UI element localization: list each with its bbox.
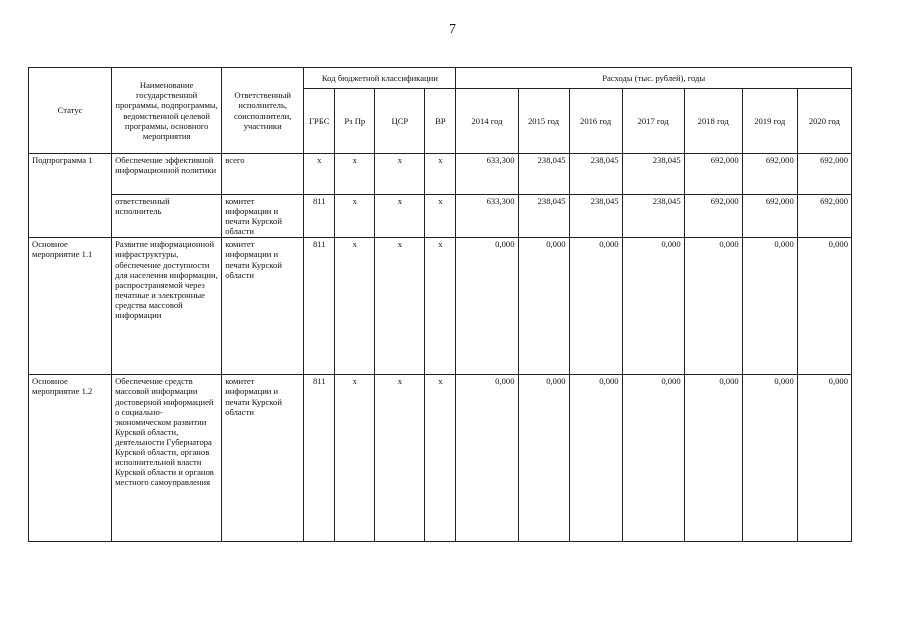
page-number: 7 bbox=[449, 22, 456, 37]
table-header bbox=[29, 68, 852, 154]
value-cell: 238,045 bbox=[569, 154, 622, 195]
header-executor: Ответственный исполнитель, соисполнители, участники bbox=[222, 68, 304, 154]
name-cell: Обеспечение эффективной информационной политики bbox=[112, 154, 222, 195]
name-cell: Развитие информационной инфраструктуры, обеспечение доступности для населения информации, распространяемой через печатные и электронные средства массовой информации bbox=[112, 238, 222, 375]
value-cell: 0,000 bbox=[569, 238, 622, 375]
value-cell: 633,300 bbox=[456, 195, 518, 238]
header-name: Наименование государственной программы, подпрограммы, ведомственной целевой программы, основного мероприятия bbox=[112, 68, 222, 154]
value-cell: 238,045 bbox=[622, 195, 684, 238]
code-cell: х bbox=[335, 195, 375, 238]
value-cell: 692,000 bbox=[797, 154, 851, 195]
value-cell: 238,045 bbox=[569, 195, 622, 238]
code-cell: 811 bbox=[304, 238, 335, 375]
executor-cell: комитет информации и печати Курской области bbox=[222, 238, 304, 375]
header-year: 2015 год bbox=[518, 89, 569, 154]
value-cell: 692,000 bbox=[684, 195, 742, 238]
header-year: 2017 год bbox=[622, 89, 684, 154]
code-cell: х bbox=[425, 375, 456, 542]
header-year: 2016 год bbox=[569, 89, 622, 154]
header-code: Рз Пр bbox=[335, 89, 375, 154]
value-cell: 692,000 bbox=[684, 154, 742, 195]
value-cell: 692,000 bbox=[742, 154, 797, 195]
value-cell: 238,045 bbox=[518, 154, 569, 195]
value-cell: 0,000 bbox=[569, 375, 622, 542]
value-cell: 0,000 bbox=[456, 238, 518, 375]
header-budget-code: Код бюджетной классификации bbox=[304, 68, 456, 89]
code-cell: х bbox=[375, 154, 425, 195]
executor-cell: комитет информации и печати Курской области bbox=[222, 195, 304, 238]
value-cell: 0,000 bbox=[622, 375, 684, 542]
table-row bbox=[29, 375, 852, 542]
value-cell: 0,000 bbox=[684, 375, 742, 542]
header-code: ВР bbox=[425, 89, 456, 154]
value-cell: 0,000 bbox=[684, 238, 742, 375]
budget-table bbox=[28, 67, 852, 542]
code-cell: х bbox=[304, 154, 335, 195]
value-cell: 692,000 bbox=[797, 195, 851, 238]
value-cell: 0,000 bbox=[518, 238, 569, 375]
status-cell: Основное мероприятие 1.2 bbox=[29, 375, 112, 542]
value-cell: 0,000 bbox=[622, 238, 684, 375]
executor-cell: всего bbox=[222, 154, 304, 195]
name-cell: Обеспечение средств массовой информации достоверной информацией о социально-экономическом развитии Курской области, деятельности Губернатора Курской области, органов исполнительной власти Курской области и органов местного самоуправления bbox=[112, 375, 222, 542]
status-cell: Основное мероприятие 1.1 bbox=[29, 238, 112, 375]
value-cell: 238,045 bbox=[622, 154, 684, 195]
header-status: Статус bbox=[29, 68, 112, 154]
value-cell: 633,300 bbox=[456, 154, 518, 195]
table-row bbox=[29, 195, 852, 238]
value-cell: 0,000 bbox=[742, 238, 797, 375]
value-cell: 0,000 bbox=[518, 375, 569, 542]
status-cell: Подпрограмма 1 bbox=[29, 154, 112, 238]
name-cell: ответственный исполнитель bbox=[112, 195, 222, 238]
header-year: 2020 год bbox=[797, 89, 851, 154]
code-cell: х bbox=[425, 238, 456, 375]
code-cell: х bbox=[335, 154, 375, 195]
code-cell: х bbox=[425, 195, 456, 238]
value-cell: 0,000 bbox=[797, 238, 851, 375]
code-cell: х bbox=[375, 238, 425, 375]
header-code: ГРБС bbox=[304, 89, 335, 154]
code-cell: 811 bbox=[304, 375, 335, 542]
executor-cell: комитет информации и печати Курской области bbox=[222, 375, 304, 542]
value-cell: 0,000 bbox=[742, 375, 797, 542]
value-cell: 238,045 bbox=[518, 195, 569, 238]
value-cell: 0,000 bbox=[456, 375, 518, 542]
code-cell: 811 bbox=[304, 195, 335, 238]
header-expenses: Расходы (тыс. рублей), годы bbox=[456, 68, 852, 89]
value-cell: 0,000 bbox=[797, 375, 851, 542]
code-cell: х bbox=[425, 154, 456, 195]
code-cell: х bbox=[335, 375, 375, 542]
value-cell: 692,000 bbox=[742, 195, 797, 238]
table-row bbox=[29, 154, 852, 195]
code-cell: х bbox=[375, 195, 425, 238]
table-row bbox=[29, 238, 852, 375]
code-cell: х bbox=[375, 375, 425, 542]
header-year: 2014 год bbox=[456, 89, 518, 154]
code-cell: х bbox=[335, 238, 375, 375]
header-code: ЦСР bbox=[375, 89, 425, 154]
header-year: 2019 год bbox=[742, 89, 797, 154]
header-year: 2018 год bbox=[684, 89, 742, 154]
